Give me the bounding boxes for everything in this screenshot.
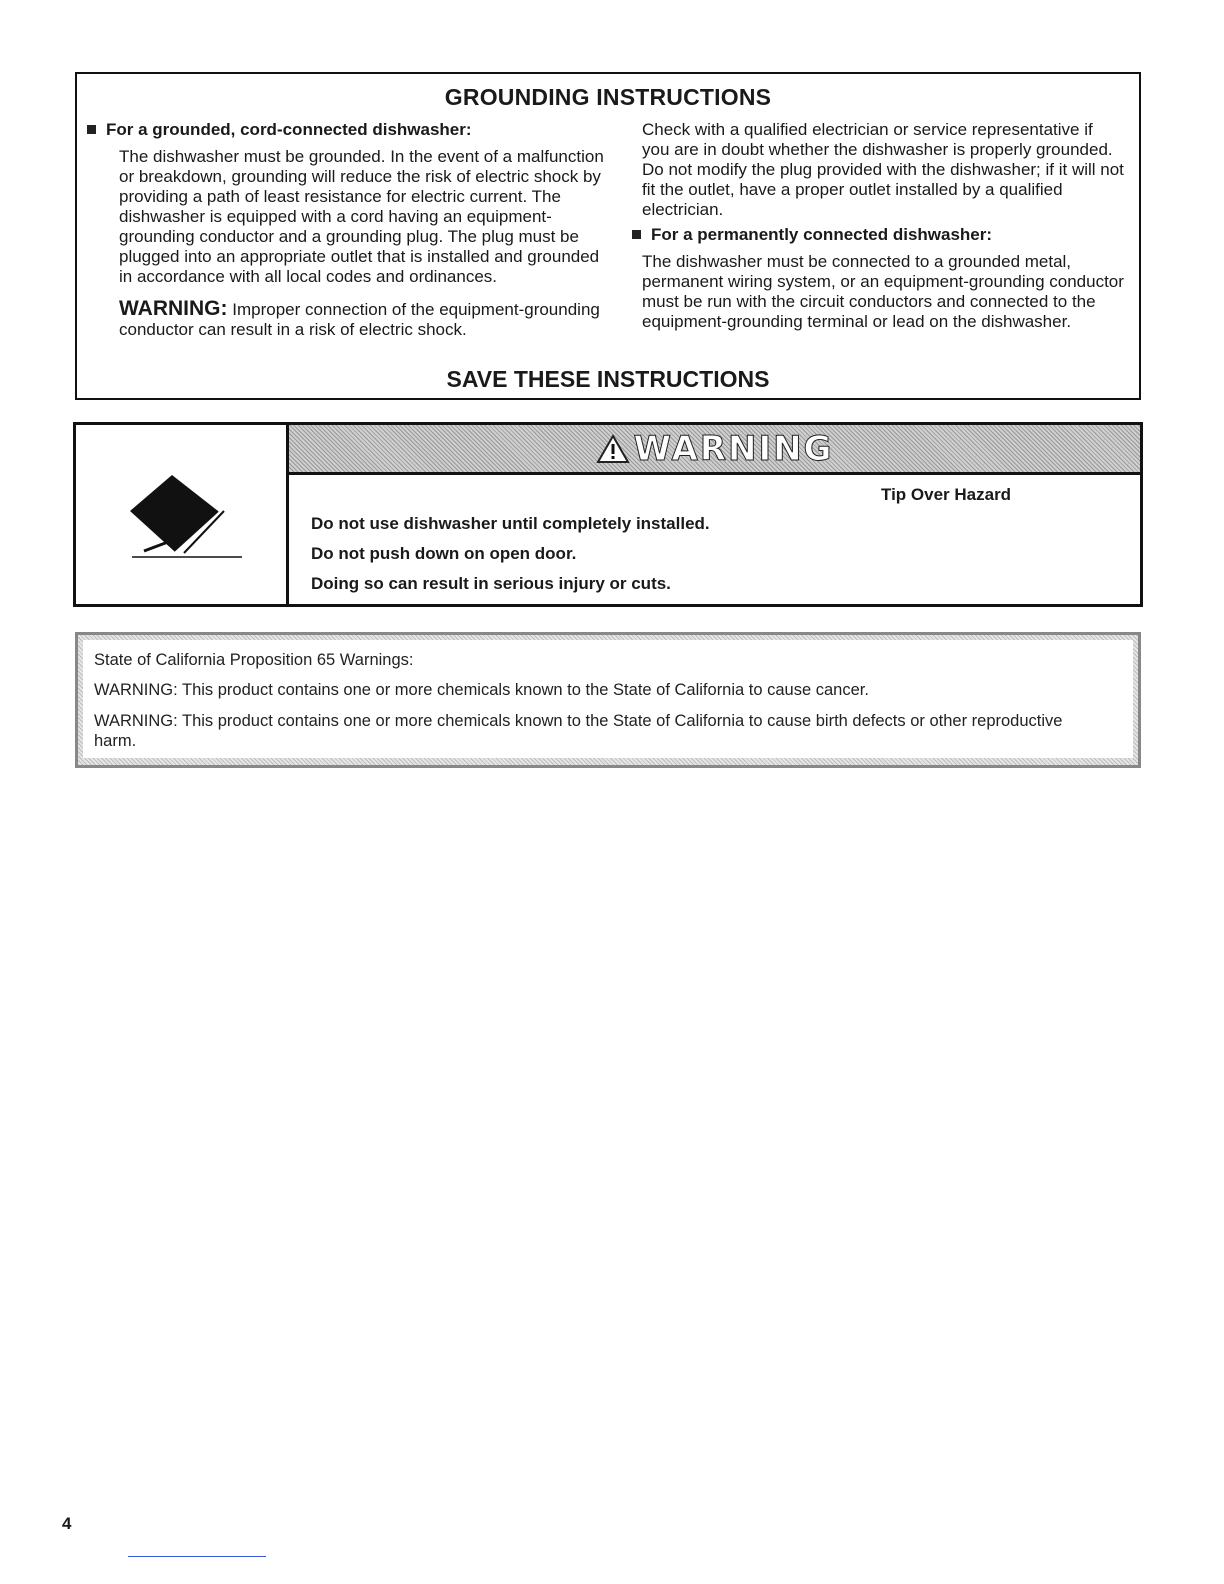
permanently-connected-heading: For a permanently connected dishwasher: <box>651 225 993 244</box>
bullet-square-icon <box>632 230 641 239</box>
permanently-connected-heading-row <box>632 225 1124 245</box>
grounding-title: GROUNDING INSTRUCTIONS <box>444 84 772 110</box>
cord-connected-heading-row <box>87 120 617 140</box>
tip-over-line: Do not push down on open door. <box>311 544 577 563</box>
tip-over-icon-cell <box>76 425 289 604</box>
grounding-left-column <box>87 120 617 340</box>
grounding-warning-label: WARNING: <box>119 297 228 320</box>
permanently-connected-body: The dishwasher must be connected to a grounded metal, permanent wiring system, or an equipment-grounding conductor must be run with the circuit conductors and connected to the equipment-grounding terminal or lead on the dishwasher. <box>642 252 1124 331</box>
prop65-title: State of California Proposition 65 Warnings: <box>94 651 414 669</box>
warning-banner <box>289 425 1140 475</box>
save-instructions-title: SAVE THESE INSTRUCTIONS <box>446 366 770 392</box>
tip-over-dishwasher-icon <box>126 471 246 561</box>
prop65-birth-defects-warning: WARNING: This product contains one or more chemicals known to the State of California to cause birth defects or other reproductive harm. <box>94 712 1063 750</box>
prop65-inner <box>83 640 1133 758</box>
grounding-instructions-box <box>75 72 1141 400</box>
grounding-warning-text: Improper connection of the equipment-grounding conductor can result in a risk of electric shock. <box>119 300 600 339</box>
cord-connected-body: The dishwasher must be grounded. In the event of a malfunction or breakdown, grounding will reduce the risk of electric shock by providing a path of least resistance for electric current. The dishwasher is equipped with a cord having an equipment-grounding conductor and a grounding plug. The plug must be plugged into an appropriate outlet that is installed and grounded in accordance with all local codes and ordinances. <box>119 147 604 286</box>
warning-triangle-icon <box>596 434 630 464</box>
check-electrician-text: Check with a qualified electrician or service representative if you are in doubt whether the dishwasher is properly grounded. Do not modify the plug provided with the dishwasher; if it will not fit the outlet, have a proper outlet installed by a qualified electrician. <box>642 120 1124 219</box>
tip-over-warning-box <box>73 422 1143 607</box>
grounding-right-column <box>632 120 1124 332</box>
prop65-box <box>75 632 1141 768</box>
tip-over-heading: Tip Over Hazard <box>881 485 1012 504</box>
bullet-square-icon <box>87 125 96 134</box>
warning-banner-label: WARNING <box>633 428 834 469</box>
cord-connected-heading: For a grounded, cord-connected dishwasher: <box>106 120 472 139</box>
footer-rule <box>128 1556 266 1557</box>
prop65-cancer-warning: WARNING: This product contains one or more chemicals known to the State of California to cause cancer. <box>94 681 869 699</box>
grounding-warning-paragraph <box>119 299 617 340</box>
tip-over-line: Doing so can result in serious injury or cuts. <box>311 574 671 593</box>
page-number: 4 <box>62 1514 72 1533</box>
tip-over-line: Do not use dishwasher until completely installed. <box>311 514 710 533</box>
